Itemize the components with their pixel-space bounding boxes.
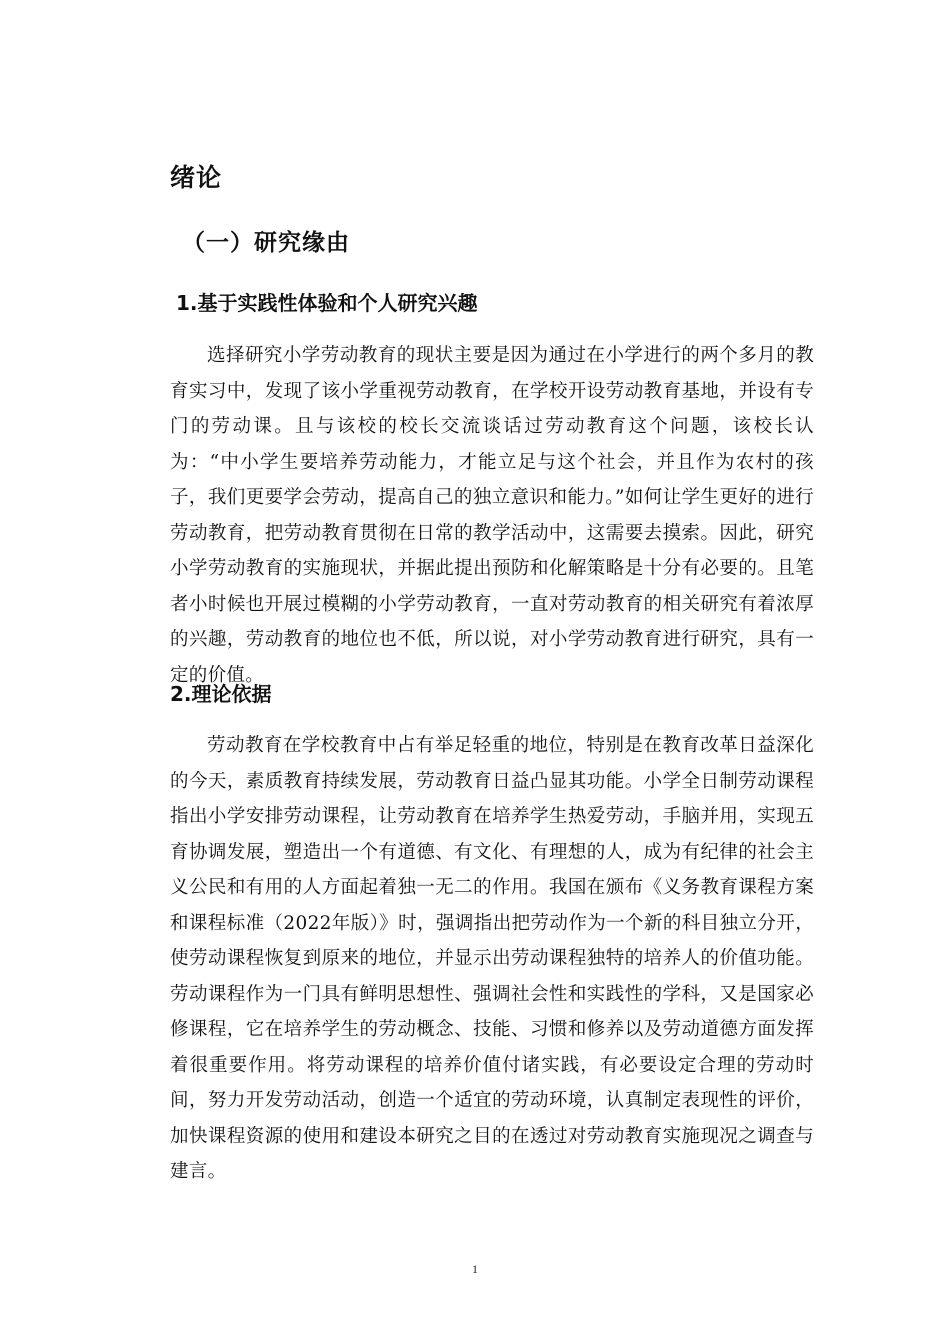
section-title: （一）研究缘由 — [182, 230, 350, 256]
subsection-heading-2: 2.理论依据 — [170, 682, 272, 706]
chapter-title: 绪论 — [170, 163, 223, 192]
body-paragraph-2: 劳动教育在学校教育中占有举足轻重的地位，特别是在教育改革日益深化的今天，素质教育持续发展，劳动教育日益凸显其功能。小学全日制劳动课程指出小学安排劳动课程，让劳动教育在培养学生热爱劳动，手脑并用，实现五育协调发展，塑造出一个有道德、有文化、有理想的人，成为有纪律的社会主义公民和有用的人方面起着独一无二的作用。我国在颁布《义务教育课程方案和课程标准（2022年版）》时，强调指出把劳动作为一个新的科目独立分开，使劳动课程恢复到原来的地位，并显示出劳动课程独特的培养人的价值功能。劳动课程作为一门具有鲜明思想性、强调社会性和实践性的学科，又是国家必修课程，它在培养学生的劳动概念、技能、习惯和修养以及劳动道德方面发挥着很重要作用。将劳动课程的培养价值付诸实践，有必要设定合理的劳动时间，努力开发劳动活动，创造一个适宜的劳动环境，认真制定表现性的评价，加快课程资源的使用和建设本研究之目的在透过对劳动教育实施现况之调查与建言。 — [170, 735, 814, 1182]
body-paragraph-1: 选择研究小学劳动教育的现状主要是因为通过在小学进行的两个多月的教育实习中，发现了该小学重视劳动教育，在学校开设劳动教育基地，并设有专门的劳动课。且与该校的校长交流谈话过劳动教育这个问题，该校长认为：“中小学生要培养劳动能力，才能立足与这个社会，并且作为农村的孩子，我们更要学会劳动，提高自己的独立意识和能力。”如何让学生更好的进行劳动教育，把劳动教育贯彻在日常的教学活动中，这需要去摸索。因此，研究小学劳动教育的实施现状，并据此提出预防和化解策略是十分有必要的。且笔者小时候也开展过模糊的小学劳动教育，一直对劳动教育的相关研究有着浓厚的兴趣，劳动教育的地位也不低，所以说，对小学劳动教育进行研究，具有一定的价值。 — [170, 345, 814, 686]
subsection-heading-1: 1.基于实践性体验和个人研究兴趣 — [176, 291, 478, 315]
page-number: 1 — [472, 1262, 478, 1276]
